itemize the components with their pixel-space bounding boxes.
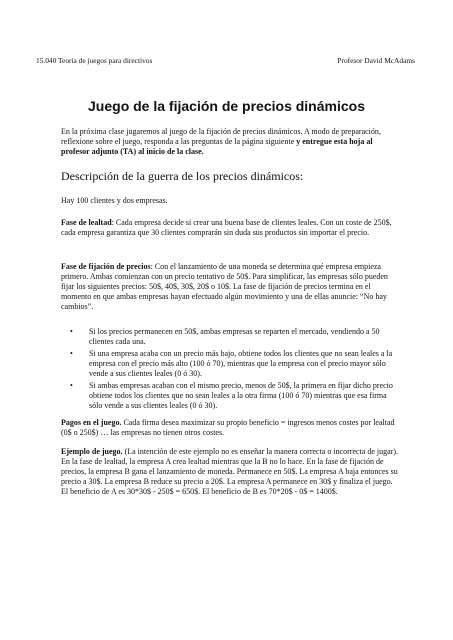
- intro-text: En la próxima clase jugaremos al juego de la fijación de precios dinámicos. A modo de preparación, reflexione sobre el juego, responda a las preguntas de la página siguiente: [61, 127, 381, 146]
- bullet-text: Si una empresa acaba con un precio más bajo, obtiene todos los clientes que no sean leales a la empresa con el precio más alto (100 ó 70), mientras que la empresa con el precio mayor sólo vende a sus clientes leales (0 ó 30).: [89, 349, 393, 378]
- list-item: [61, 349, 397, 379]
- payoffs-text: Cada firma desea maximizar su propio beneficio = ingresos menos costes por lealtad (0$ o 250$) … las empresas no tienen otros costes.: [61, 418, 395, 437]
- list-item: [61, 327, 397, 347]
- professor-name: Profesor David McAdams: [337, 56, 415, 65]
- example-text: (La intención de este ejemplo no es enseñar la manera correcta o incorrecta de jugar). En la fase de lealtad, la empresa A crea lealtad mientras que la B no lo hace. En la fase de fijación de precios, la empresa B gana el lanzamiento de moneda. Permanece en 50$. La empresa A baja entonces su precio a 30$. La empresa B reduce su precio a 20$. La empresa A permanece en 30$ y finaliza el juego. El beneficio de A es 30*30$ - 250$ = 650$. El beneficio de B es 70*20$ - 0$ = 1400$.: [61, 447, 398, 496]
- bullet-text: Si los precios permanecen en 50$, ambas empresas se reparten el mercado, vendiendo a 50 clientes cada una.: [89, 327, 380, 346]
- loyalty-text: : Cada empresa decide si crear una buena base de clientes leales. Con un coste de 250$, cada empresa garantiza que 30 clientes comprarán sin duda sus productos sin importar el precio.: [61, 218, 392, 237]
- rules-list: [61, 327, 397, 413]
- pricing-label: Fase de fijación de precios: [61, 262, 151, 271]
- intro-paragraph: [61, 127, 401, 157]
- bullet-icon: •: [70, 349, 73, 358]
- intro-instruction: y entregue esta hoja al profesor adjunto (TA) al inicio de la clase.: [61, 137, 373, 156]
- bullet-icon: •: [70, 381, 73, 390]
- companies-paragraph: Hay 100 clientes y dos empresas.: [61, 196, 168, 205]
- loyalty-label: Fase de lealtad: [61, 218, 112, 227]
- bullet-text: Si ambas empresas acaban con el mismo precio, menos de 50$, la primera en fijar dicho precio obtiene todos los clientes que no sean leales a la otra firma (100 ó 70) mientras que esa firma sólo vende a sus clientes leales (0 ó 30).: [89, 381, 393, 410]
- payoffs-paragraph: [61, 418, 401, 438]
- example-label: Ejemplo de juego.: [61, 447, 123, 456]
- section-heading: Descripción de la guerra de los precios dinámicos:: [61, 169, 304, 183]
- document-title: Juego de la fijación de precios dinámicos: [88, 98, 365, 114]
- list-item: [61, 381, 397, 411]
- pricing-text: : Con el lanzamiento de una moneda se determina qué empresa empieza primero. Ambas comienzan con un precio tentativo de 50$. Para simplificar, las empresas sólo pueden fijar los siguientes precios: 50$, 40$, 30$, 20$ o 10$. La fase de fijación de precios termina en el momento en que ambas empresas hayan efectuado algún movimiento y una de ellas anuncie: “No hay cambios”.: [61, 262, 388, 311]
- loyalty-paragraph: [61, 218, 401, 238]
- pricing-paragraph: [61, 262, 401, 312]
- example-paragraph: [61, 447, 401, 497]
- bullet-icon: •: [70, 327, 73, 336]
- payoffs-label: Pagos en el juego.: [61, 418, 122, 427]
- course-title: 15.040 Teoría de juegos para directivos: [36, 56, 153, 65]
